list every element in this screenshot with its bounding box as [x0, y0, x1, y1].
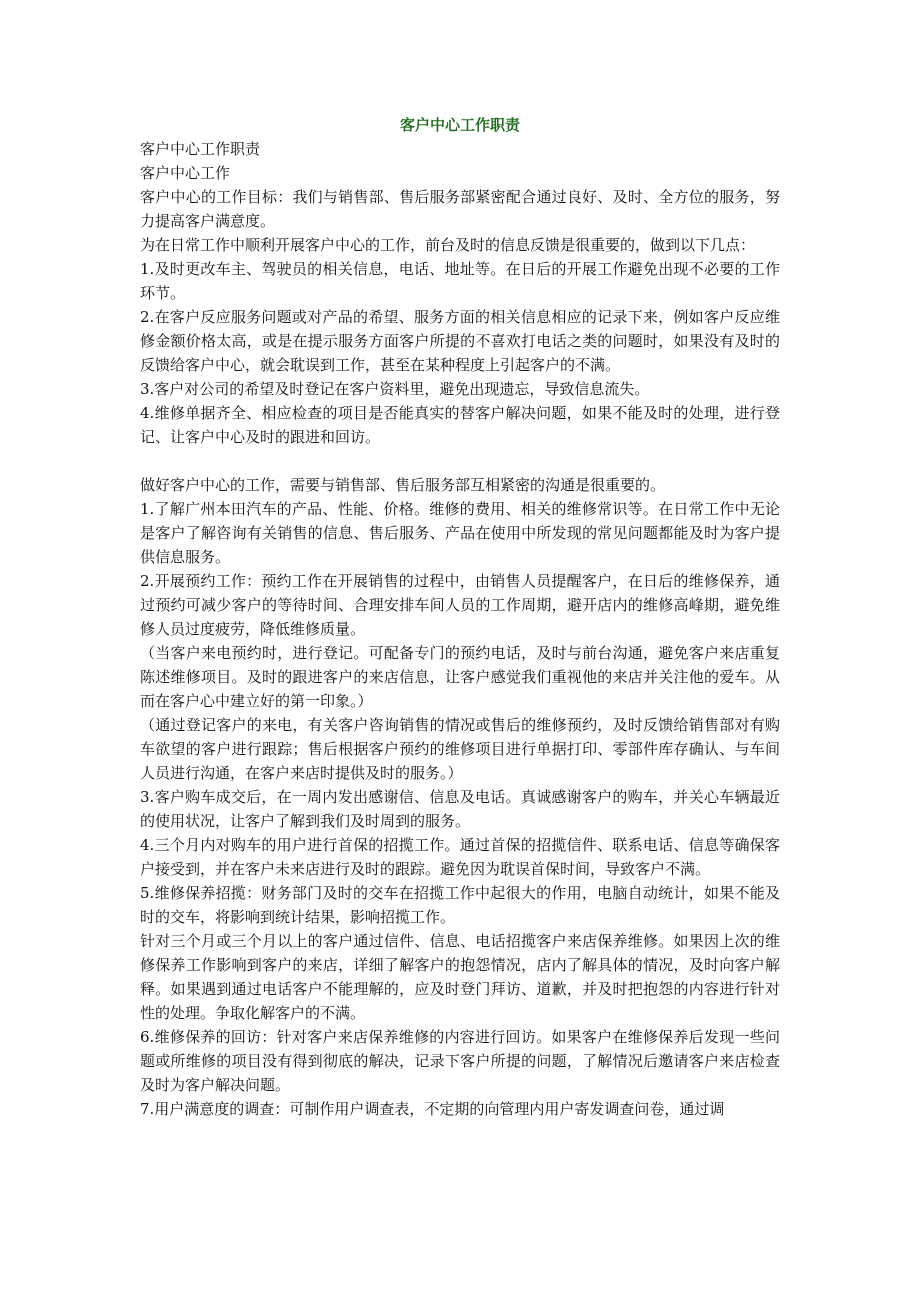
blank-line — [140, 449, 780, 473]
paragraph: 1.及时更改车主、驾驶员的相关信息，电话、地址等。在日后的开展工作避免出现不必要的工作环节。 — [140, 260, 780, 302]
paragraph: 客户中心工作职责 — [140, 140, 261, 158]
paragraph: 3.客户购车成交后，在一周内发出感谢信、信息及电话。真诚感谢客户的购车，并关心车辆最近的使用状况，让客户了解到我们及时周到的服务。 — [140, 788, 780, 830]
paragraph: （当客户来电预约时，进行登记。可配备专门的预约电话，及时与前台沟通，避免客户来店重复陈述维修项目。及时的跟进客户的来店信息，让客户感觉我们重视他的来店并关注他的爱车。从而在客户心中建立好的第一印象。） — [140, 644, 780, 710]
paragraph: 为在日常工作中顺利开展客户中心的工作，前台及时的信息反馈是很重要的，做到以下几点： — [140, 236, 756, 254]
paragraph: 做好客户中心的工作，需要与销售部、售后服务部互相紧密的沟通是很重要的。 — [140, 476, 666, 494]
document-body — [140, 137, 780, 1121]
paragraph: 5.维修保养招揽：财务部门及时的交车在招揽工作中起很大的作用，电脑自动统计，如果不能及时的交车，将影响到统计结果，影响招揽工作。 — [140, 884, 780, 926]
paragraph: 针对三个月或三个月以上的客户通过信件、信息、电话招揽客户来店保养维修。如果因上次的维修保养工作影响到客户的来店，详细了解客户的抱怨情况，店内了解具体的情况，及时向客户解释。如果遇到通过电话客户不能理解的，应及时登门拜访、道歉，并及时把抱怨的内容进行针对性的处理。争取化解客户的不满。 — [140, 932, 780, 1022]
paragraph: 2.开展预约工作：预约工作在开展销售的过程中，由销售人员提醒客户，在日后的维修保养，通过预约可减少客户的等待时间、合理安排车间人员的工作周期，避开店内的维修高峰期，避免维修人员过度疲劳，降低维修质量。 — [140, 572, 780, 638]
paragraph: 1.了解广州本田汽车的产品、性能、价格。维修的费用、相关的维修常识等。在日常工作中无论是客户了解咨询有关销售的信息、售后服务、产品在使用中所发现的常见问题都能及时为客户提供信息服务。 — [140, 500, 780, 566]
document-title: 客户中心工作职责 — [399, 116, 520, 134]
paragraph: 4.三个月内对购车的用户进行首保的招揽工作。通过首保的招揽信件、联系电话、信息等确保客户接受到，并在客户未来店进行及时的跟踪。避免因为耽误首保时间，导致客户不满。 — [140, 836, 780, 878]
paragraph: 客户中心的工作目标：我们与销售部、售后服务部紧密配合通过良好、及时、全方位的服务，努力提高客户满意度。 — [140, 188, 780, 230]
paragraph: （通过登记客户的来电，有关客户咨询销售的情况或售后的维修预约，及时反馈给销售部对有购车欲望的客户进行跟踪；售后根据客户预约的维修项目进行单据打印、零部件库存确认、与车间人员进行沟通，在客户来店时提供及时的服务。） — [140, 716, 780, 782]
paragraph: 4.维修单据齐全、相应检查的项目是否能真实的替客户解决问题，如果不能及时的处理，进行登记、让客户中心及时的跟进和回访。 — [140, 404, 780, 446]
paragraph: 客户中心工作 — [140, 164, 231, 182]
paragraph: 6.维修保养的回访：针对客户来店保养维修的内容进行回访。如果客户在维修保养后发现一些问题或所维修的项目没有得到彻底的解决，记录下客户所提的问题，了解情况后邀请客户来店检查及时为客户解决问题。 — [140, 1028, 780, 1094]
paragraph: 7.用户满意度的调查：可制作用户调查表，不定期的向管理内用户寄发调查问卷，通过调 — [140, 1100, 725, 1118]
paragraph: 2.在客户反应服务问题或对产品的希望、服务方面的相关信息相应的记录下来，例如客户反应维修金额价格太高，或是在提示服务方面客户所提的不喜欢打电话之类的问题时，如果没有及时的反馈给客户中心，就会耽误到工作，甚至在某种程度上引起客户的不满。 — [140, 308, 780, 374]
paragraph: 3.客户对公司的希望及时登记在客户资料里，避免出现遗忘，导致信息流失。 — [140, 380, 650, 398]
